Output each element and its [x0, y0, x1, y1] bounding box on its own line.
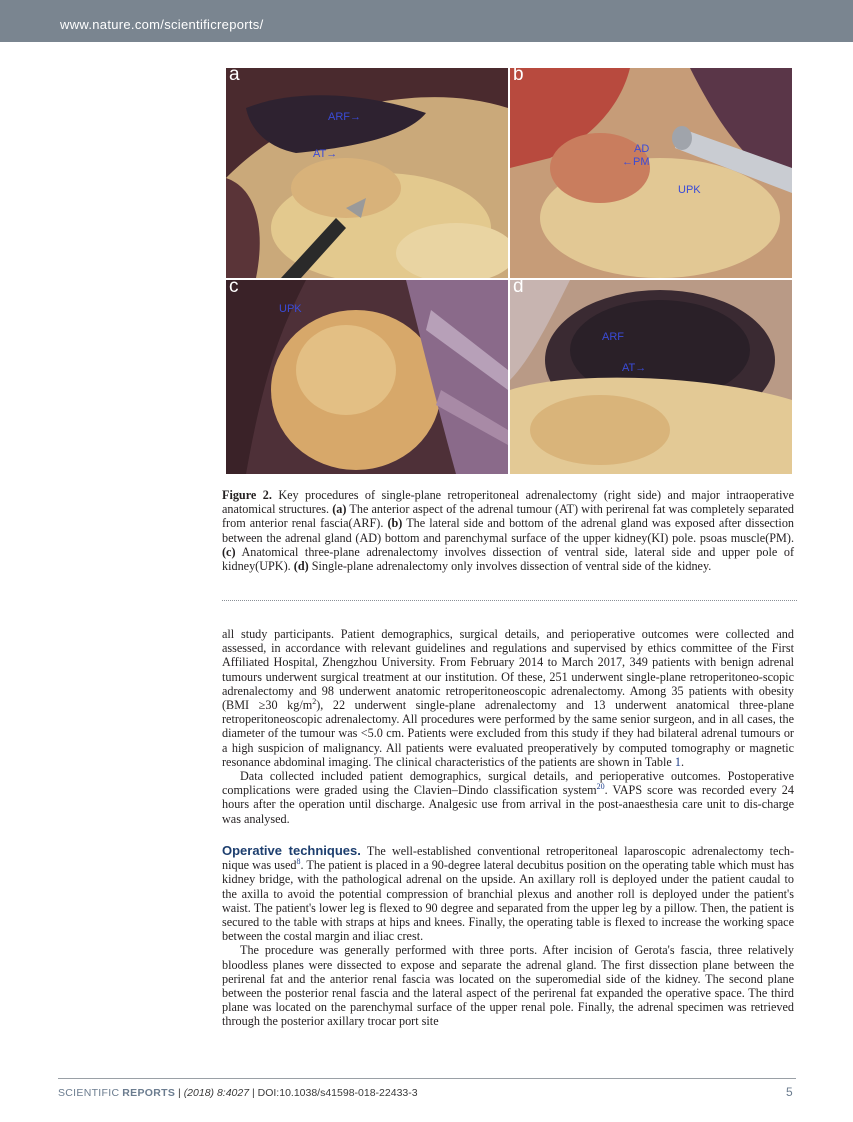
citation-volume: (2018) 8:4027 — [183, 1087, 250, 1099]
table-1-link[interactable]: 1 — [674, 754, 681, 769]
reference-20-link[interactable]: 20 — [596, 782, 605, 792]
paragraph-procedure: The procedure was generally performed with three ports. After incision of Gerota's fascia, three relatively bloodless planes were dissected to expose and separate the adrenal gland. The first dissection plane between the perirenal fat and the anterior renal fascia was located on the superomedial side of the kidney. The second plane between the posterior renal fascia and the lateral aspect of the perirenal fat expanded the operative space. The third plane was located on the parenchymal surface of the upper renal pole. Finally, the adrenal specimen was retrieved through the posterior axillary trocar port site — [222, 943, 794, 1029]
caption-intro: Key procedures of single-plane retroperitoneal adrenalectomy (right side) and major intraoperative anatomical structures. — [222, 488, 794, 517]
surgical-photo-c — [226, 280, 508, 474]
annotation-at-d: AT→ — [622, 362, 647, 374]
body-section-operative — [222, 844, 794, 1029]
caption-tag-d: (d) — [293, 559, 309, 574]
journal-brand-reports: REPORTS — [122, 1087, 176, 1099]
page-number: 5 — [786, 1085, 793, 1099]
annotation-ad: AD — [634, 143, 650, 155]
caption-tag-b: (b) — [387, 516, 403, 531]
figure-panel-a — [226, 68, 508, 278]
paragraph-participants: all study participants. Patient demographics, surgical details, and perioperative outcomes were collected and assessed, in accordance with relevant guidelines and regulations and supervised by ethics committee of the First Affiliated Hospital, Zhengzhou University. From February 2014 to March 2017, 349 patients with benign adrenal tumours underwent surgical treatment at our institution. Of these, 251 underwent single-plane retroperitoneo-scopic adrenalectomy and 98 underwent anatomic retroperitoneoscopic adrenalectomy. Among 35 patients with obesity (BMI ≥30 $kg/m^2$), 22 underwent single-plane adrenalectomy and 13 underwent anatomical three-plane retroperitoneoscopic adrenalectomy. All procedures were performed by the same senior surgeon, and in all cases, the diameter of the tumour was <5.0 cm. Patients were excluded from this study if they had bilateral adrenal tumours or a high suspicion of malignancy. All patients were evaluated preoperatively by computed tomography or magnetic resonance abdominal imaging. The clinical characteristics of the patients are shown in Table 1. — [222, 627, 794, 769]
caption-tag-a: (a) — [332, 502, 347, 517]
caption-text-d: Single-plane adrenalectomy only involves dissection of ventral side of the kidney. — [311, 559, 712, 574]
panel-letter-b: b — [513, 68, 524, 85]
annotation-arf-d: ARF — [602, 331, 624, 343]
caption-tag-c: (c) — [222, 544, 236, 559]
figure-caption — [222, 488, 794, 573]
caption-text-c: Anatomical three-plane adrenalectomy involves dissection of ventral side, lateral side and upper pole of kidney(UPK). — [222, 544, 794, 574]
caption-text-a: The anterior aspect of the adrenal tumour (AT) with perirenal fat was completely separated from anterior renal fascia(ARF). — [222, 502, 794, 531]
reference-8-link[interactable]: 8 — [296, 857, 301, 867]
annotation-pm: ←PM — [622, 156, 650, 168]
paragraph-data-collected: Data collected included patient demographics, surgical details, and perioperative outcomes. Postoperative complications were graded using the Clavien–Dindo classification system$^{20}$. VAPS score was recorded every 24 hours after the operation until discharge. Analgesic use from arrival in the post-anaesthesia care unit to dis-charge was analysed. — [222, 769, 794, 826]
annotation-arf: ARF→ — [328, 111, 361, 123]
journal-brand-scientific: SCIENTIFIC — [58, 1087, 120, 1099]
caption-text-b: The lateral side and bottom of the adrenal gland was exposed after dissection between the adrenal gland (AD) bottom and parenchymal surface of the upper kidney(KI) pole. psoas muscle(PM). — [222, 516, 795, 545]
surgical-photo-b — [510, 68, 792, 278]
figure-panel-d — [510, 280, 792, 474]
annotation-upk-c: UPK — [279, 303, 302, 315]
doi-link[interactable]: DOI:10.1038/s41598-018-22433-3 — [257, 1087, 418, 1099]
panel-letter-c: c — [229, 280, 239, 297]
footer-citation: SCIENTIFIC REPORTS | (2018) 8:4027 | DOI:10.1038/s41598-018-22433-3 — [58, 1087, 418, 1099]
caption-divider — [222, 600, 797, 601]
site-url[interactable]: www.nature.com/scientificreports/ — [60, 17, 264, 32]
body-section-participants — [222, 627, 794, 826]
paragraph-operative-techniques: Operative techniques. The well-established conventional retroperitoneal laparoscopic adrenalectomy tech-nique was used$^8$. The patient is placed in a 90-degree lateral decubitus position on the operating table which must has kidney bridge, with the pathological adrenal on the upside. An axillary roll is deployed under the patient caudal to the axilla to avoid the potential compression of branchial plexus and another roll is deployed under the patient's waist. The patient's lower leg is flexed to 90 degree and separated from the upper leg by a pillow. Then, the patient is secured to the table with straps at hips and knees. Finally, the operating table is flexed to increase the working space between the costal margin and iliac crest. — [222, 843, 795, 944]
figure-panel-b — [510, 68, 792, 278]
footer-rule — [58, 1078, 796, 1079]
figure-panel-c — [226, 280, 508, 474]
superscript-squared: 2 — [312, 696, 317, 706]
annotation-upk: UPK — [678, 184, 701, 196]
panel-letter-a: a — [229, 68, 240, 85]
annotation-at: AT→ — [313, 148, 338, 160]
panel-letter-d: d — [513, 280, 524, 297]
caption-label: Figure 2. — [222, 488, 272, 502]
site-header-bar — [0, 0, 853, 42]
surgical-photo-d — [510, 280, 792, 474]
figure-2-image-grid — [226, 68, 792, 474]
section-heading-operative-techniques: Operative techniques. — [222, 843, 361, 858]
surgical-photo-a — [226, 68, 508, 278]
